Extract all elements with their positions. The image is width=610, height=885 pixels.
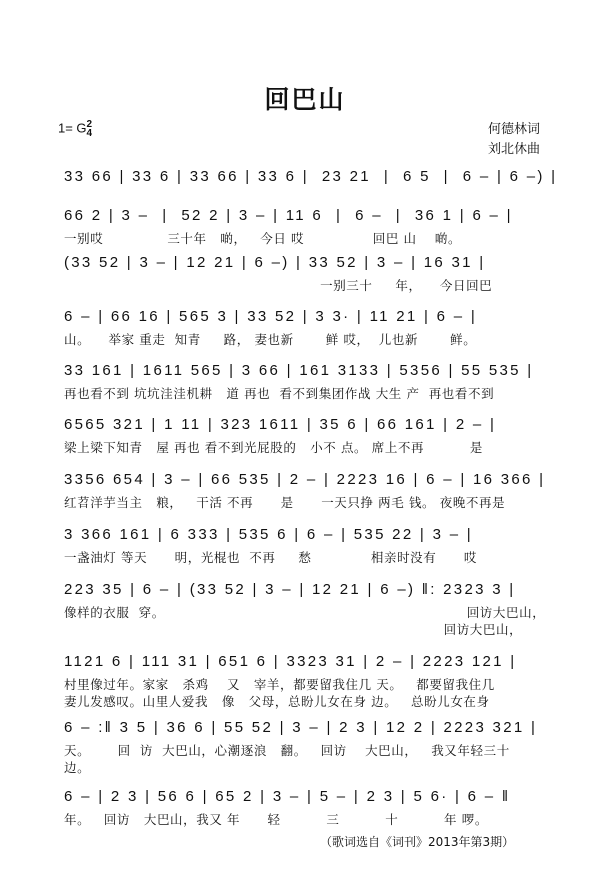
notation-line-10: 1121 6 | 111 31 | 651 6 | 3323 31 | 2 – | 2223 121 | — [64, 653, 517, 670]
song-title: 回巴山 — [264, 85, 346, 114]
notation-line-12: 6 – | 2 3 | 56 6 | 65 2 | 3 – | 5 – | 2 3 | 5 6· | 6 – ‖ — [64, 788, 511, 805]
notation-line-4: 6 – | 66 16 | 565 3 | 33 52 | 3 3· | 11 21 | 6 – | — [64, 308, 478, 325]
credits — [488, 120, 540, 160]
lyric-line-11b: 边。 — [64, 760, 91, 775]
notation-line-7: 3356 654 | 3 – | 66 535 | 2 – | 2223 16 | 6 – | 16 366 | — [64, 471, 546, 488]
notation-line-1: 33 66 | 33 6 | 33 66 | 33 6 | 23 21 | 6 5 | 6 – | 6 –) | — [64, 168, 558, 185]
lyric-line-6: 梁上梁下知青 屋 再也 看不到光屁股的 小不 点。 席上不再 是 — [64, 440, 483, 455]
key-label: 1= G — [58, 120, 87, 136]
notation-line-11: 6 – :‖ 3 5 | 36 6 | 55 52 | 3 – | 2 3 | 12 2 | 2223 321 | — [64, 719, 538, 736]
notation-line-6: 6565 321 | 1 11 | 323 1611 | 35 6 | 66 161 | 2 – | — [64, 416, 497, 433]
lyric-line-11a: 天。 回 访 大巴山，心潮逐浪 翻。 回访 大巴山， 我又年轻三十 — [64, 743, 510, 758]
lyric-line-4: 山。 举家 重走 知青 路， 妻也新 鲜 哎， 儿也新 鲜。 — [64, 332, 477, 347]
time-signature — [87, 120, 93, 138]
lyric-line-10b: 妻儿发感叹。山里人爱我 像 父母，总盼儿女在身 边。 总盼儿女在身 — [64, 694, 490, 709]
key-signature — [58, 120, 92, 138]
lyric-line-9b: 回访大巴山， — [64, 622, 523, 637]
lyric-line-5: 再也看不到 坑坑洼洼机耕 道 再也 看不到集团作战 大生 产 再也看不到 — [64, 386, 495, 401]
lyric-line-3: 一别三十 年， 今日回巴 — [64, 278, 493, 293]
lyric-line-10a: 村里像过年。家家 杀鸡 又 宰羊，都要留我住几 天。 都要留我住几 — [64, 677, 495, 692]
notation-line-9: 223 35 | 6 – | (33 52 | 3 – | 12 21 | 6 –) ‖: 2323 3 | — [64, 581, 516, 598]
source-note: （歌词选自《词刊》2013年第3期） — [320, 835, 515, 849]
notation-line-2: 66 2 | 3 – | 52 2 | 3 – | 11 6 | 6 – | 36 1 | 6 – | — [64, 207, 513, 224]
time-top: 2 — [86, 119, 93, 130]
lyric-line-2: 一别哎 三十年 啲， 今日 哎 回巴 山 啲。 — [64, 231, 462, 246]
lyricist: 何德林词 — [487, 122, 540, 137]
lyric-line-12: 年。 回访 大巴山，我又 年 轻 三 十 年 啰。 — [64, 812, 488, 827]
time-bottom: 4 — [86, 128, 93, 139]
notation-line-8: 3 366 161 | 6 333 | 535 6 | 6 – | 535 22 | 3 – | — [64, 526, 474, 543]
notation-line-3: (33 52 | 3 – | 12 21 | 6 –) | 33 52 | 3 – | 16 31 | — [64, 254, 486, 271]
lyric-line-8: 一盏油灯 等天 明，光棍也 不再 愁 相亲时没有 哎 — [64, 550, 477, 565]
composer: 刘北休曲 — [487, 142, 540, 157]
lyric-line-7: 红苕洋芋当主 粮， 干活 不再 是 一天只挣 两毛 钱。 夜晚不再是 — [64, 495, 506, 510]
notation-line-5: 33 161 | 1611 565 | 3 66 | 161 3133 | 5356 | 55 535 | — [64, 362, 534, 379]
lyric-line-9a: 像样的衣服 穿。 回访大巴山， — [64, 605, 546, 620]
